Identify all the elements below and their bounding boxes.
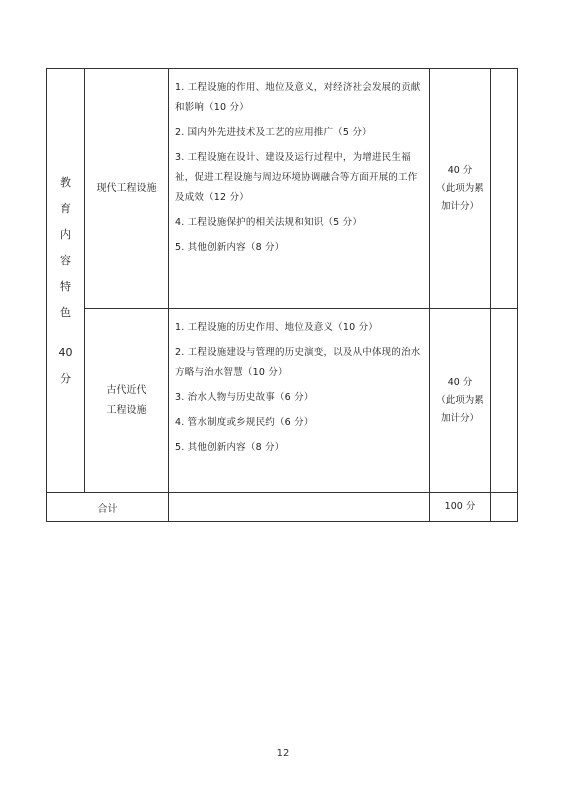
- criteria-item: 4. 工程设施保护的相关法规和知识（5 分）: [175, 217, 363, 228]
- table-row: [47, 69, 518, 309]
- criteria-cell: [169, 69, 430, 309]
- score-value: 40 分: [447, 376, 473, 388]
- criteria-item: 3. 治水人物与历史故事（6 分）: [175, 392, 314, 403]
- criteria-cell: [169, 309, 430, 493]
- subcategory-cell: [85, 69, 169, 309]
- scoring-table: [46, 68, 518, 522]
- total-row: [47, 493, 518, 522]
- score-note: （此项为累: [436, 394, 484, 406]
- table-row: [47, 309, 518, 493]
- main-category-cell: [47, 69, 85, 493]
- blank-cell: [169, 493, 430, 522]
- score-note: （此项为累: [436, 182, 484, 194]
- subcategory-label: 古代近代: [106, 384, 147, 396]
- criteria-item: 5. 其他创新内容（8 分）: [175, 442, 285, 453]
- criteria-item: 2. 工程设施建设与管理的历史演变，以及从中体现的治水方略与治水智慧（10 分）: [175, 347, 421, 378]
- score-value: 40 分: [447, 164, 473, 176]
- score-note: 加计分）: [440, 200, 479, 212]
- criteria-item: 1. 工程设施的历史作用、地位及意义（10 分）: [175, 322, 378, 333]
- criteria-item: 3. 工程设施在设计、建设及运行过程中，为增进民生福祉，促进工程设施与周边环境协调融合等方面开展的工作及成效（12 分）: [175, 152, 418, 203]
- criteria-item: 2. 国内外先进技术及工艺的应用推广（5 分）: [175, 127, 372, 138]
- score-cell: [430, 69, 491, 309]
- page-number: 12: [276, 748, 290, 759]
- criteria-item: 1. 工程设施的作用、地位及意义，对经济社会发展的贡献和影响（10 分）: [175, 82, 421, 113]
- subcategory-label: 现代工程设施: [96, 182, 157, 194]
- subcategory-label: 工程设施: [106, 404, 147, 416]
- total-label: 合计: [47, 493, 169, 522]
- criteria-item: 4. 管水制度或乡规民约（6 分）: [175, 417, 314, 428]
- blank-cell: [491, 69, 518, 309]
- subcategory-cell: [85, 309, 169, 493]
- criteria-item: 5. 其他创新内容（8 分）: [175, 242, 285, 253]
- score-note: 加计分）: [440, 412, 479, 424]
- blank-cell: [491, 309, 518, 493]
- total-score: 100 分: [430, 493, 491, 522]
- blank-cell: [491, 493, 518, 522]
- score-cell: [430, 309, 491, 493]
- main-category-label: 教 育 内 容 特 色 40 分: [58, 175, 73, 385]
